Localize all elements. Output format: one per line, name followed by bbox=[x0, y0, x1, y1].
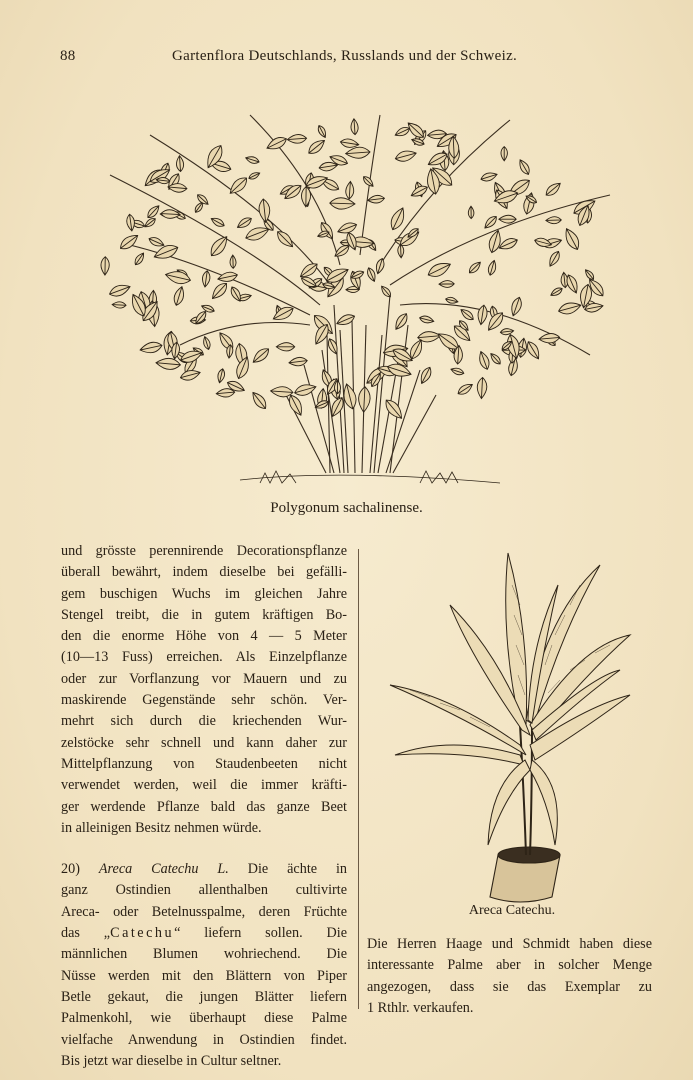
text-line: Bis jetzt war dieselbe in Cultur seltner. bbox=[61, 1052, 282, 1069]
paragraph-polygonum bbox=[61, 541, 347, 839]
leaf-mark bbox=[557, 300, 582, 316]
leaf-mark bbox=[509, 296, 524, 317]
leaf-mark bbox=[133, 251, 146, 266]
leaf-mark bbox=[258, 198, 271, 223]
leaf-mark bbox=[522, 192, 537, 216]
leaf-mark bbox=[145, 203, 161, 220]
leaf-mark bbox=[288, 356, 307, 366]
leaf-mark bbox=[489, 351, 503, 366]
leaf-mark bbox=[499, 215, 516, 223]
text-line: den die enorme Höhe von 4 — 5 Meter bbox=[61, 628, 347, 645]
leaf-mark bbox=[476, 304, 488, 325]
leaf-mark bbox=[382, 397, 406, 422]
paragraph-areca bbox=[61, 859, 347, 1072]
leaf-mark bbox=[336, 220, 358, 236]
leaf-mark bbox=[562, 226, 582, 252]
leaf-mark bbox=[179, 368, 201, 382]
leaf-mark bbox=[276, 343, 295, 351]
leaf-mark bbox=[216, 330, 236, 352]
text-line: verwendet werden, weil die immer kräfti- bbox=[61, 777, 347, 794]
leaf-mark bbox=[517, 158, 532, 176]
leaf-mark bbox=[358, 386, 371, 412]
leaf-mark bbox=[176, 155, 184, 171]
figure-caption-areca: Areca Catechu. bbox=[468, 903, 556, 918]
leaf-mark bbox=[235, 215, 253, 230]
leaf-mark bbox=[445, 296, 459, 304]
running-title: Gartenflora Deutschlands, Russlands und der Schweiz. bbox=[172, 48, 518, 64]
leaf-mark bbox=[201, 270, 211, 287]
leaf-mark bbox=[394, 125, 411, 138]
leaf-mark bbox=[250, 345, 271, 365]
leaf-mark bbox=[394, 148, 417, 163]
right-column-text bbox=[367, 934, 652, 1019]
text-line: angezogen, dass sie das Exemplar zu bbox=[367, 978, 652, 995]
leaf-mark bbox=[210, 216, 226, 229]
leaf-mark bbox=[287, 134, 307, 144]
leaf-mark bbox=[293, 382, 317, 398]
text-line: in alleinigen Besitz nehmen würde. bbox=[61, 819, 262, 836]
leaf-mark bbox=[539, 333, 561, 344]
leaf-mark bbox=[524, 339, 542, 361]
leaf-mark bbox=[361, 175, 375, 189]
text-fragment: das „ bbox=[61, 925, 111, 942]
leaf-mark bbox=[227, 174, 250, 197]
text-line: interessante Palme aber in solcher Menge bbox=[367, 957, 652, 974]
leaf-mark bbox=[366, 266, 378, 282]
text-line: Betle gekaut, die jungen Blätter liefern bbox=[61, 988, 347, 1005]
leaf-mark bbox=[112, 301, 126, 308]
text-line: überall bewährt, indem dieselbe bei gefälli- bbox=[61, 564, 347, 581]
leaf-mark bbox=[397, 244, 404, 258]
leaf-mark bbox=[477, 377, 488, 399]
leaf-mark bbox=[249, 390, 269, 412]
leaf-mark bbox=[245, 155, 260, 165]
text-line: oder zur Vorflanzung vor Mauern und zu bbox=[61, 670, 347, 687]
leaf-mark bbox=[543, 180, 562, 198]
text-line: mehrt sich durch die kriechenden Wur- bbox=[61, 713, 347, 730]
leaf-mark bbox=[350, 119, 358, 135]
leaf-mark bbox=[108, 282, 132, 299]
leaf-mark bbox=[118, 232, 141, 253]
text-fragment: Die ächte in bbox=[247, 861, 348, 878]
catechu-word: Catechu bbox=[110, 925, 175, 942]
leaf-mark bbox=[265, 134, 289, 152]
leaf-mark bbox=[318, 220, 336, 241]
leaf-mark bbox=[419, 315, 435, 325]
leaf-mark bbox=[326, 337, 340, 355]
text-line: ger werdende Pflanze bald das ganze Beet bbox=[61, 798, 347, 815]
leaf-mark bbox=[549, 286, 563, 298]
text-line: gem buschigen Wuchs im gleichen Jahre bbox=[61, 585, 347, 602]
leaf-mark bbox=[172, 285, 186, 306]
leaf-mark bbox=[274, 228, 296, 250]
leaf-mark bbox=[547, 249, 562, 268]
leaf-mark bbox=[459, 307, 476, 322]
text-line bbox=[61, 923, 347, 944]
leaf-mark bbox=[500, 328, 514, 336]
leaf-mark bbox=[126, 214, 136, 232]
leaf-mark bbox=[330, 197, 356, 209]
species-name: Areca Catechu L. bbox=[98, 861, 229, 878]
leaf-mark bbox=[143, 216, 157, 229]
leaf-mark bbox=[379, 284, 393, 298]
text-line: zelstöcke sehr schnell und kann daher zur bbox=[61, 734, 347, 751]
text-line: ganz Ostindien allenthalben cultivirte bbox=[61, 882, 347, 899]
leaf-mark bbox=[480, 171, 498, 183]
leaf-mark bbox=[155, 357, 180, 370]
text-line: Palmenkohl, wie überhaupt diese Palme bbox=[61, 1010, 347, 1027]
leaf-mark bbox=[426, 259, 453, 280]
leaf-mark bbox=[202, 336, 212, 351]
leaf-mark bbox=[148, 235, 166, 248]
polygonum-illustration bbox=[90, 95, 620, 495]
text-line: Mittelpflanzung von Staudenbeeten nicht bbox=[61, 755, 347, 772]
leaf-mark bbox=[501, 147, 507, 161]
page-number: 88 bbox=[60, 48, 76, 64]
leaf-mark bbox=[248, 171, 261, 181]
leaf-mark bbox=[270, 386, 293, 398]
leaf-mark bbox=[209, 280, 230, 301]
leaf-mark bbox=[207, 233, 231, 259]
leaf-mark bbox=[217, 271, 238, 284]
leaf-mark bbox=[439, 280, 454, 287]
leaf-mark bbox=[101, 257, 110, 276]
leaf-mark bbox=[482, 214, 499, 231]
leaf-mark bbox=[271, 304, 296, 323]
leaf-mark bbox=[335, 312, 356, 327]
leaf-mark bbox=[450, 366, 465, 376]
leaf-mark bbox=[316, 124, 328, 139]
leaf-mark bbox=[164, 269, 192, 286]
text-line: 1 Rthlr. verkaufen. bbox=[367, 999, 474, 1016]
leaf-mark bbox=[374, 257, 386, 274]
text-line: und grösste perennirende Decorationspflanze bbox=[61, 543, 347, 559]
text-line: Areca- oder Betelnusspalme, deren Früchte bbox=[61, 903, 347, 920]
text-fragment: “ liefern sollen. Die bbox=[174, 925, 347, 942]
leaf-mark bbox=[230, 255, 236, 268]
leaf-mark bbox=[216, 368, 226, 383]
text-line: männlichen Blumen wohriechend. Die bbox=[61, 946, 347, 963]
leaf-mark bbox=[467, 260, 483, 275]
leaf-mark bbox=[477, 350, 492, 371]
left-column-text bbox=[61, 541, 347, 1072]
leaf-mark bbox=[468, 206, 474, 219]
leaf-mark bbox=[456, 381, 474, 397]
text-line bbox=[61, 859, 347, 880]
leaf-mark bbox=[345, 146, 370, 159]
text-line: vielfache Anwendung in Ostindien findet. bbox=[61, 1031, 347, 1048]
text-line: Die Herren Haage und Schmidt haben diese bbox=[367, 936, 652, 952]
leaf-mark bbox=[487, 259, 498, 276]
leaf-mark bbox=[139, 340, 163, 355]
leaf-mark bbox=[418, 365, 434, 385]
leaf-mark bbox=[546, 216, 562, 223]
leaf-mark bbox=[306, 137, 327, 157]
text-line: (10—13 Fuss) erreichen. Als Einzelpflanze bbox=[61, 649, 347, 666]
entry-number: 20) bbox=[61, 861, 80, 878]
text-line: Stengel treibt, die in gutem kräftigen Bo- bbox=[61, 606, 347, 623]
text-line: maskirende Gegenstände sehr schön. Ver- bbox=[61, 692, 347, 709]
figure-caption-polygonum: Polygonum sachalinense. bbox=[270, 500, 423, 516]
leaf-mark bbox=[367, 195, 385, 205]
text-line: Nüsse werden mit den Blättern von Piper bbox=[61, 967, 347, 984]
leaf-mark bbox=[345, 181, 354, 199]
areca-palm-illustration bbox=[380, 545, 640, 905]
column-divider bbox=[358, 549, 359, 1009]
